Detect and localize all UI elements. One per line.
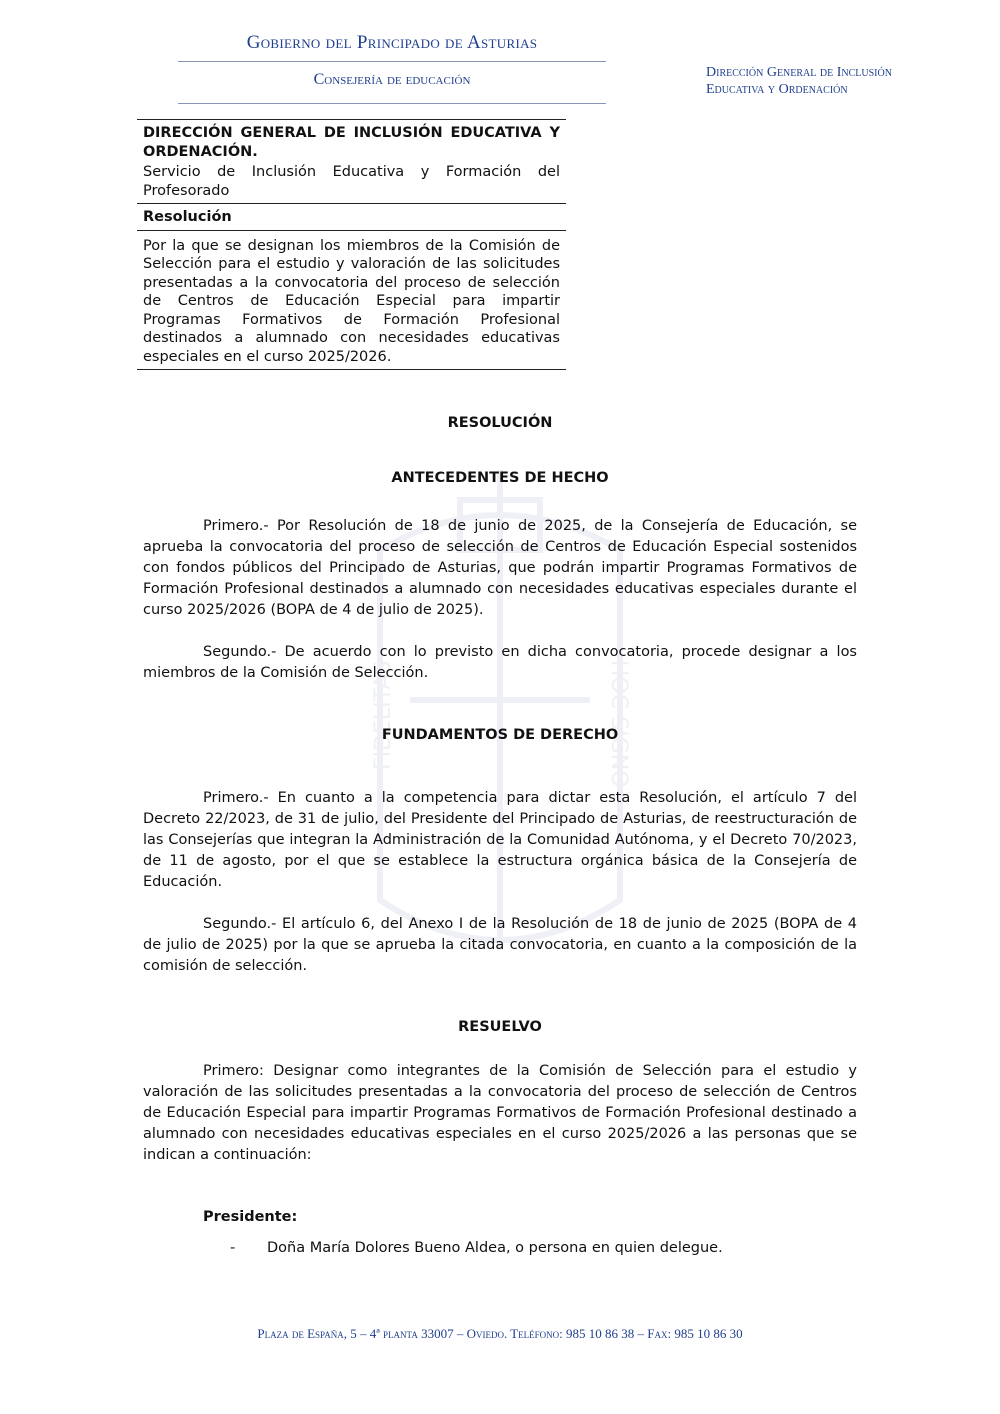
watermark-text-left: FIDELITAS xyxy=(371,660,396,770)
fundamentos-heading: FUNDAMENTOS DE DERECHO xyxy=(381,727,619,743)
footer-address: Plaza de España, 5 – 4ª planta 33007 – Oviedo. Teléfono: 985 10 86 38 – Fax: 985 10 86 30 xyxy=(257,1326,743,1341)
header-department: Consejería de educación xyxy=(313,71,471,88)
antecedentes-segundo: Segundo.- De acuerdo con lo previsto en dicha convocatoria, procede designar a los miembros de la Comisión de Selección. xyxy=(143,644,857,681)
president-label: Presidente: xyxy=(203,1209,298,1225)
watermark-text-right: HOC SIGNO xyxy=(606,660,631,788)
info-subject: Por la que se designan los miembros de la Comisión de Selección para el estudio y valoración de las solicitudes presentadas a la convocatoria del proceso de selección de Centros de Educación Especial para impartir Programas Formativos de Formación Profesional destinados a alumnado con necesidades educativas especiales en el curso 2025/2026. xyxy=(137,231,566,371)
header-divider-top xyxy=(178,61,606,62)
fundamentos-primero: Primero.- En cuanto a la competencia para dictar esta Resolución, el artículo 7 del Decreto 22/2023, de 31 de julio, del Presidente del Principado de Asturias, de reestructuración de las Consejerías que integran la Administración de la Comunidad Autónoma, y el Decreto 70/2023, de 11 de agosto, por el que se establece la estructura orgánica básica de la Consejería de Educación. xyxy=(143,790,857,890)
header-divider-bottom xyxy=(178,103,606,104)
fundamentos-segundo: Segundo.- El artículo 6, del Anexo I de la Resolución de 18 de junio de 2025 (BOPA de 4 de julio de 2025) por la que se aprueba la citada convocatoria, en cuanto a la composición de la comisión de selección. xyxy=(143,916,857,974)
header-directorate xyxy=(706,64,946,98)
header-directorate-line2: Educativa y Ordenación xyxy=(706,82,848,97)
resolution-title: RESOLUCIÓN xyxy=(447,415,553,431)
document-info-box xyxy=(137,119,566,370)
header-government: Gobierno del Principado de Asturias xyxy=(246,32,538,53)
president-name: Doña María Dolores Bueno Aldea, o persona en quien delegue. xyxy=(267,1240,723,1256)
info-direction: DIRECCIÓN GENERAL DE INCLUSIÓN EDUCATIVA Y ORDENACIÓN. xyxy=(143,125,560,160)
president-list-item xyxy=(230,1240,723,1256)
antecedentes-primero: Primero.- Por Resolución de 18 de junio de 2025, de la Consejería de Educación, se aprueba la convocatoria del proceso de selección de Centros de Educación Especial sostenidos con fondos públicos del Principado de Asturias, que podrán impartir Programas Formativos de Formación Profesional destinados a alumnado con necesidades educativas especiales durante el curso 2025/2026 (BOPA de 4 de julio de 2025). xyxy=(143,518,857,618)
antecedentes-heading: ANTECEDENTES DE HECHO xyxy=(391,470,609,486)
info-direction-row xyxy=(137,120,566,203)
info-service: Servicio de Inclusión Educativa y Formación del Profesorado xyxy=(143,164,560,199)
header-directorate-line1: Dirección General de Inclusión xyxy=(706,65,892,80)
resuelvo-primero: Primero: Designar como integrantes de la Comisión de Selección para el estudio y valoración de las solicitudes presentadas a la convocatoria del proceso de selección de Centros de Educación Especial para impartir Programas Formativos de Formación Profesional destinado a alumnado con necesidades educativas especiales en el curso 2025/2026 a las personas que se indican a continuación: xyxy=(143,1063,857,1163)
resuelvo-heading: RESUELVO xyxy=(458,1019,542,1035)
info-type-label: Resolución xyxy=(137,204,566,231)
list-dash: - xyxy=(230,1240,236,1256)
